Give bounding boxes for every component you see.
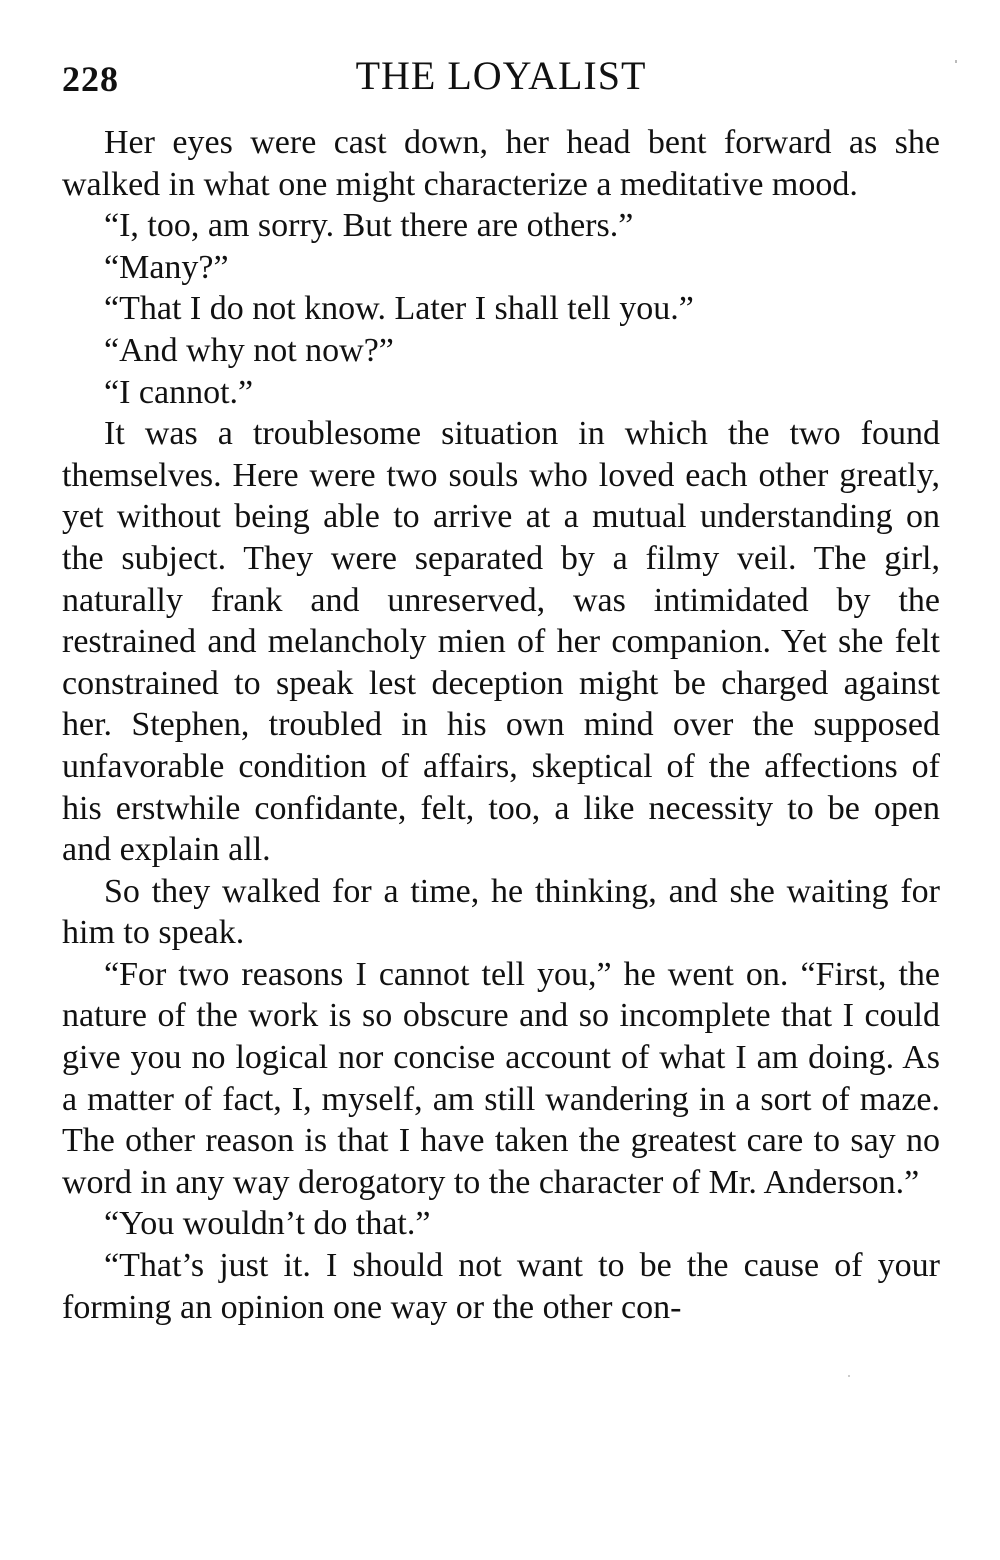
paragraph: “I cannot.”: [104, 373, 254, 411]
paragraph: Her eyes were cast down, her head bent forward as she walked in what one might characterize a meditative mood.: [62, 124, 940, 203]
running-title: THE LOYALIST: [355, 53, 647, 98]
paragraph: “And why not now?”: [104, 331, 394, 369]
paragraph: So they walked for a time, he thinking, and she waiting for him to speak.: [62, 872, 940, 952]
scan-speck: [955, 60, 957, 63]
paragraph: “I, too, am sorry. But there are others.”: [104, 207, 634, 245]
paragraph: “That’s just it. I should not want to be the cause of your forming an opinion one way or the other con-: [62, 1247, 940, 1326]
paragraph: “Many?”: [104, 248, 229, 286]
running-head: [62, 52, 940, 102]
paragraph: “That I do not know. Later I shall tell you.”: [104, 290, 694, 328]
scan-speck: [848, 1375, 850, 1377]
paragraph: It was a troublesome situation in which the two found themselves. Here were two souls who loved each other greatly, yet without being able to arrive at a mutual understanding on the subject. They were separated by a filmy veil. The girl, naturally frank and unreserved, was intimidated by the restrained and melancholy mien of her companion. Yet she felt constrained to speak lest deception might be charged against her. Stephen, troubled in his own mind over the supposed unfavorable condition of affairs, skeptical of the affections of his erstwhile confidante, felt, too, a like necessity to be open and explain all.: [62, 415, 940, 869]
body-text: [62, 122, 940, 1328]
paragraph: “For two reasons I cannot tell you,” he went on. “First, the nature of the work is so obscure and so incomplete that I could give you no logical nor concise account of what I am doing. As a matter of fact, I, myself, am still wandering in a sort of maze. The other reason is that I have taken the greatest care to say no word in any way derogatory to the character of Mr. Anderson.”: [62, 955, 940, 1201]
page-number: 228: [62, 59, 119, 99]
paragraph: “You wouldn’t do that.”: [104, 1205, 431, 1243]
